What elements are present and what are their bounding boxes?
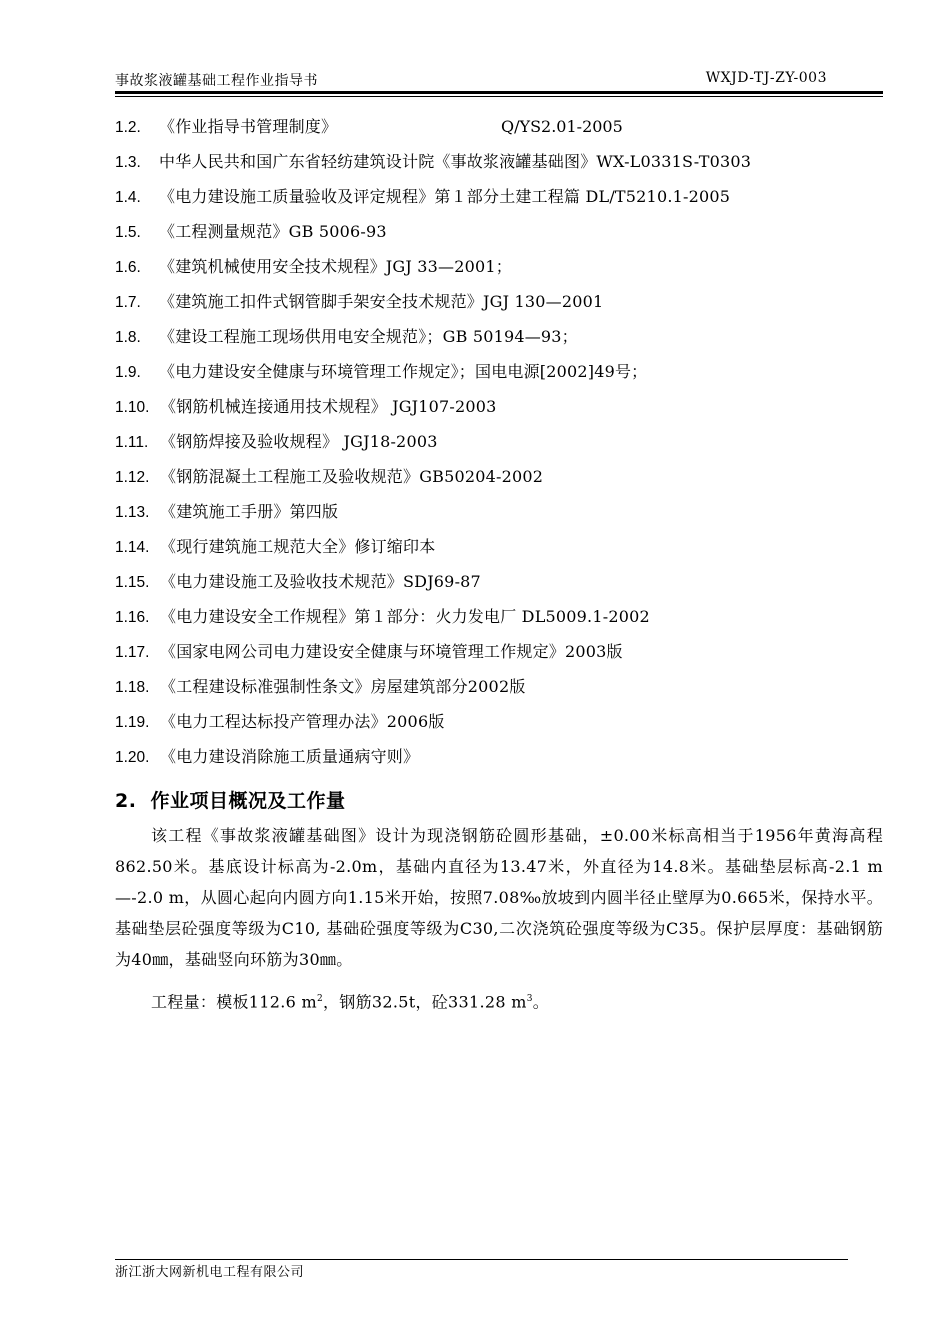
item-number: 1.7. bbox=[115, 294, 141, 311]
list-item bbox=[115, 638, 885, 673]
item-text: 《钢筋焊接及验收规程》 JGJ18-2003 bbox=[160, 432, 438, 451]
item-text: 《国家电网公司电力建设安全健康与环境管理工作规定》2003版 bbox=[160, 642, 623, 661]
item-text: 《电力建设安全健康与环境管理工作规定》；国电电源[2002]49号； bbox=[159, 362, 648, 381]
reference-list bbox=[115, 113, 885, 778]
item-number: 1.12. bbox=[115, 469, 150, 486]
list-item bbox=[115, 428, 885, 463]
page-header bbox=[115, 66, 883, 94]
item-number: 1.6. bbox=[115, 259, 141, 276]
superscript-cube: 3 bbox=[526, 994, 533, 1004]
item-number: 1.19. bbox=[115, 714, 150, 731]
item-number: 1.10. bbox=[115, 399, 150, 416]
item-number: 1.14. bbox=[115, 539, 150, 556]
list-item bbox=[115, 463, 885, 498]
item-number: 1.3. bbox=[115, 154, 141, 171]
list-item bbox=[115, 533, 885, 568]
quantity-suffix: 。 bbox=[532, 992, 550, 1012]
footer-company: 浙江浙大网新机电工程有限公司 bbox=[115, 1265, 305, 1280]
list-item bbox=[115, 603, 885, 638]
item-number: 1.9. bbox=[115, 364, 141, 381]
item-number: 1.13. bbox=[115, 504, 150, 521]
footer-rule bbox=[115, 1259, 848, 1260]
list-item bbox=[115, 568, 885, 603]
item-text: 《工程测量规范》GB 5006-93 bbox=[159, 222, 387, 241]
list-item bbox=[115, 743, 885, 778]
item-text: 《电力建设施工质量验收及评定规程》第１部分土建工程篇 DL/T5210.1-2005 bbox=[159, 187, 731, 206]
list-item bbox=[115, 358, 885, 393]
header-rule-thin bbox=[115, 96, 883, 97]
item-number: 1.11. bbox=[115, 434, 149, 451]
work-quantity-line bbox=[151, 985, 549, 1016]
item-number: 1.20. bbox=[115, 749, 150, 766]
superscript-square: 2 bbox=[316, 994, 323, 1004]
item-text: 《工程建设标准强制性条文》房屋建筑部分2002版 bbox=[160, 677, 526, 696]
item-text: 中华人民共和国广东省轻纺建筑设计院《事故浆液罐基础图》WX-L0331S-T0303 bbox=[159, 152, 752, 171]
item-number: 1.15. bbox=[115, 574, 150, 591]
item-text: 《电力建设消除施工质量通病守则》 bbox=[160, 747, 420, 766]
list-item bbox=[115, 498, 885, 533]
item-text: 《现行建筑施工规范大全》修订缩印本 bbox=[160, 537, 436, 556]
item-text: 《建筑施工手册》第四版 bbox=[160, 502, 339, 521]
item-number: 1.18. bbox=[115, 679, 150, 696]
list-item bbox=[115, 113, 885, 148]
list-item bbox=[115, 218, 885, 253]
item-number: 1.16. bbox=[115, 609, 150, 626]
list-item bbox=[115, 323, 885, 358]
item-standard-code: Q/YS2.01-2005 bbox=[501, 117, 623, 136]
quantity-middle: ，钢筋32.5t，砼331.28 m bbox=[323, 992, 527, 1012]
document-code: WXJD-TJ-ZY-003 bbox=[705, 70, 827, 86]
list-item bbox=[115, 393, 885, 428]
item-number: 1.2. bbox=[115, 119, 141, 136]
item-text: 《钢筋混凝土工程施工及验收规范》GB50204-2002 bbox=[160, 467, 544, 486]
section-heading bbox=[115, 786, 345, 813]
item-text: 《钢筋机械连接通用技术规程》 JGJ107-2003 bbox=[160, 397, 497, 416]
section-number: 2. bbox=[115, 790, 137, 812]
item-text: 《建筑机械使用安全技术规程》JGJ 33—2001； bbox=[159, 257, 512, 276]
item-number: 1.5. bbox=[115, 224, 141, 241]
item-text: 《电力工程达标投产管理办法》2006版 bbox=[160, 712, 445, 731]
item-number: 1.4. bbox=[115, 189, 141, 206]
item-text: 《建设工程施工现场供用电安全规范》；GB 50194—93； bbox=[159, 327, 578, 346]
item-number: 1.17. bbox=[115, 644, 150, 661]
item-number: 1.8. bbox=[115, 329, 141, 346]
list-item bbox=[115, 183, 885, 218]
list-item bbox=[115, 288, 885, 323]
item-text: 《电力建设施工及验收技术规范》SDJ69-87 bbox=[160, 572, 481, 591]
list-item bbox=[115, 708, 885, 743]
item-text: 《作业指导书管理制度》 bbox=[159, 117, 338, 136]
item-text: 《电力建设安全工作规程》第１部分：火力发电厂 DL5009.1-2002 bbox=[160, 607, 650, 626]
header-title: 事故浆液罐基础工程作业指导书 bbox=[115, 73, 318, 89]
list-item bbox=[115, 673, 885, 708]
list-item bbox=[115, 253, 885, 288]
item-text: 《建筑施工扣件式钢管脚手架安全技术规范》JGJ 130—2001 bbox=[159, 292, 604, 311]
list-item bbox=[115, 148, 885, 183]
section-title: 作业项目概况及工作量 bbox=[150, 790, 346, 812]
project-overview-paragraph: 该工程《事故浆液罐基础图》设计为现浇钢筋砼圆形基础，±0.00米标高相当于1956年黄海高程862.50米。基底设计标高为-2.0m，基础内直径为13.47米，外直径为14.8米。基础垫层标高-2.1 m—-2.0 m，从圆心起向内圆方向1.15米开始，按照7.08‰放坡到内圆半径止壁厚为0.665米，保持水平。基础垫层砼强度等级为C10, 基础砼强度等级为C30,二次浇筑砼强度等级为C35。保护层厚度：基础钢筋为40㎜，基础竖向环筋为30㎜。 bbox=[115, 826, 883, 969]
quantity-prefix: 工程量：模板112.6 m bbox=[151, 992, 317, 1012]
header-rule bbox=[115, 91, 883, 94]
